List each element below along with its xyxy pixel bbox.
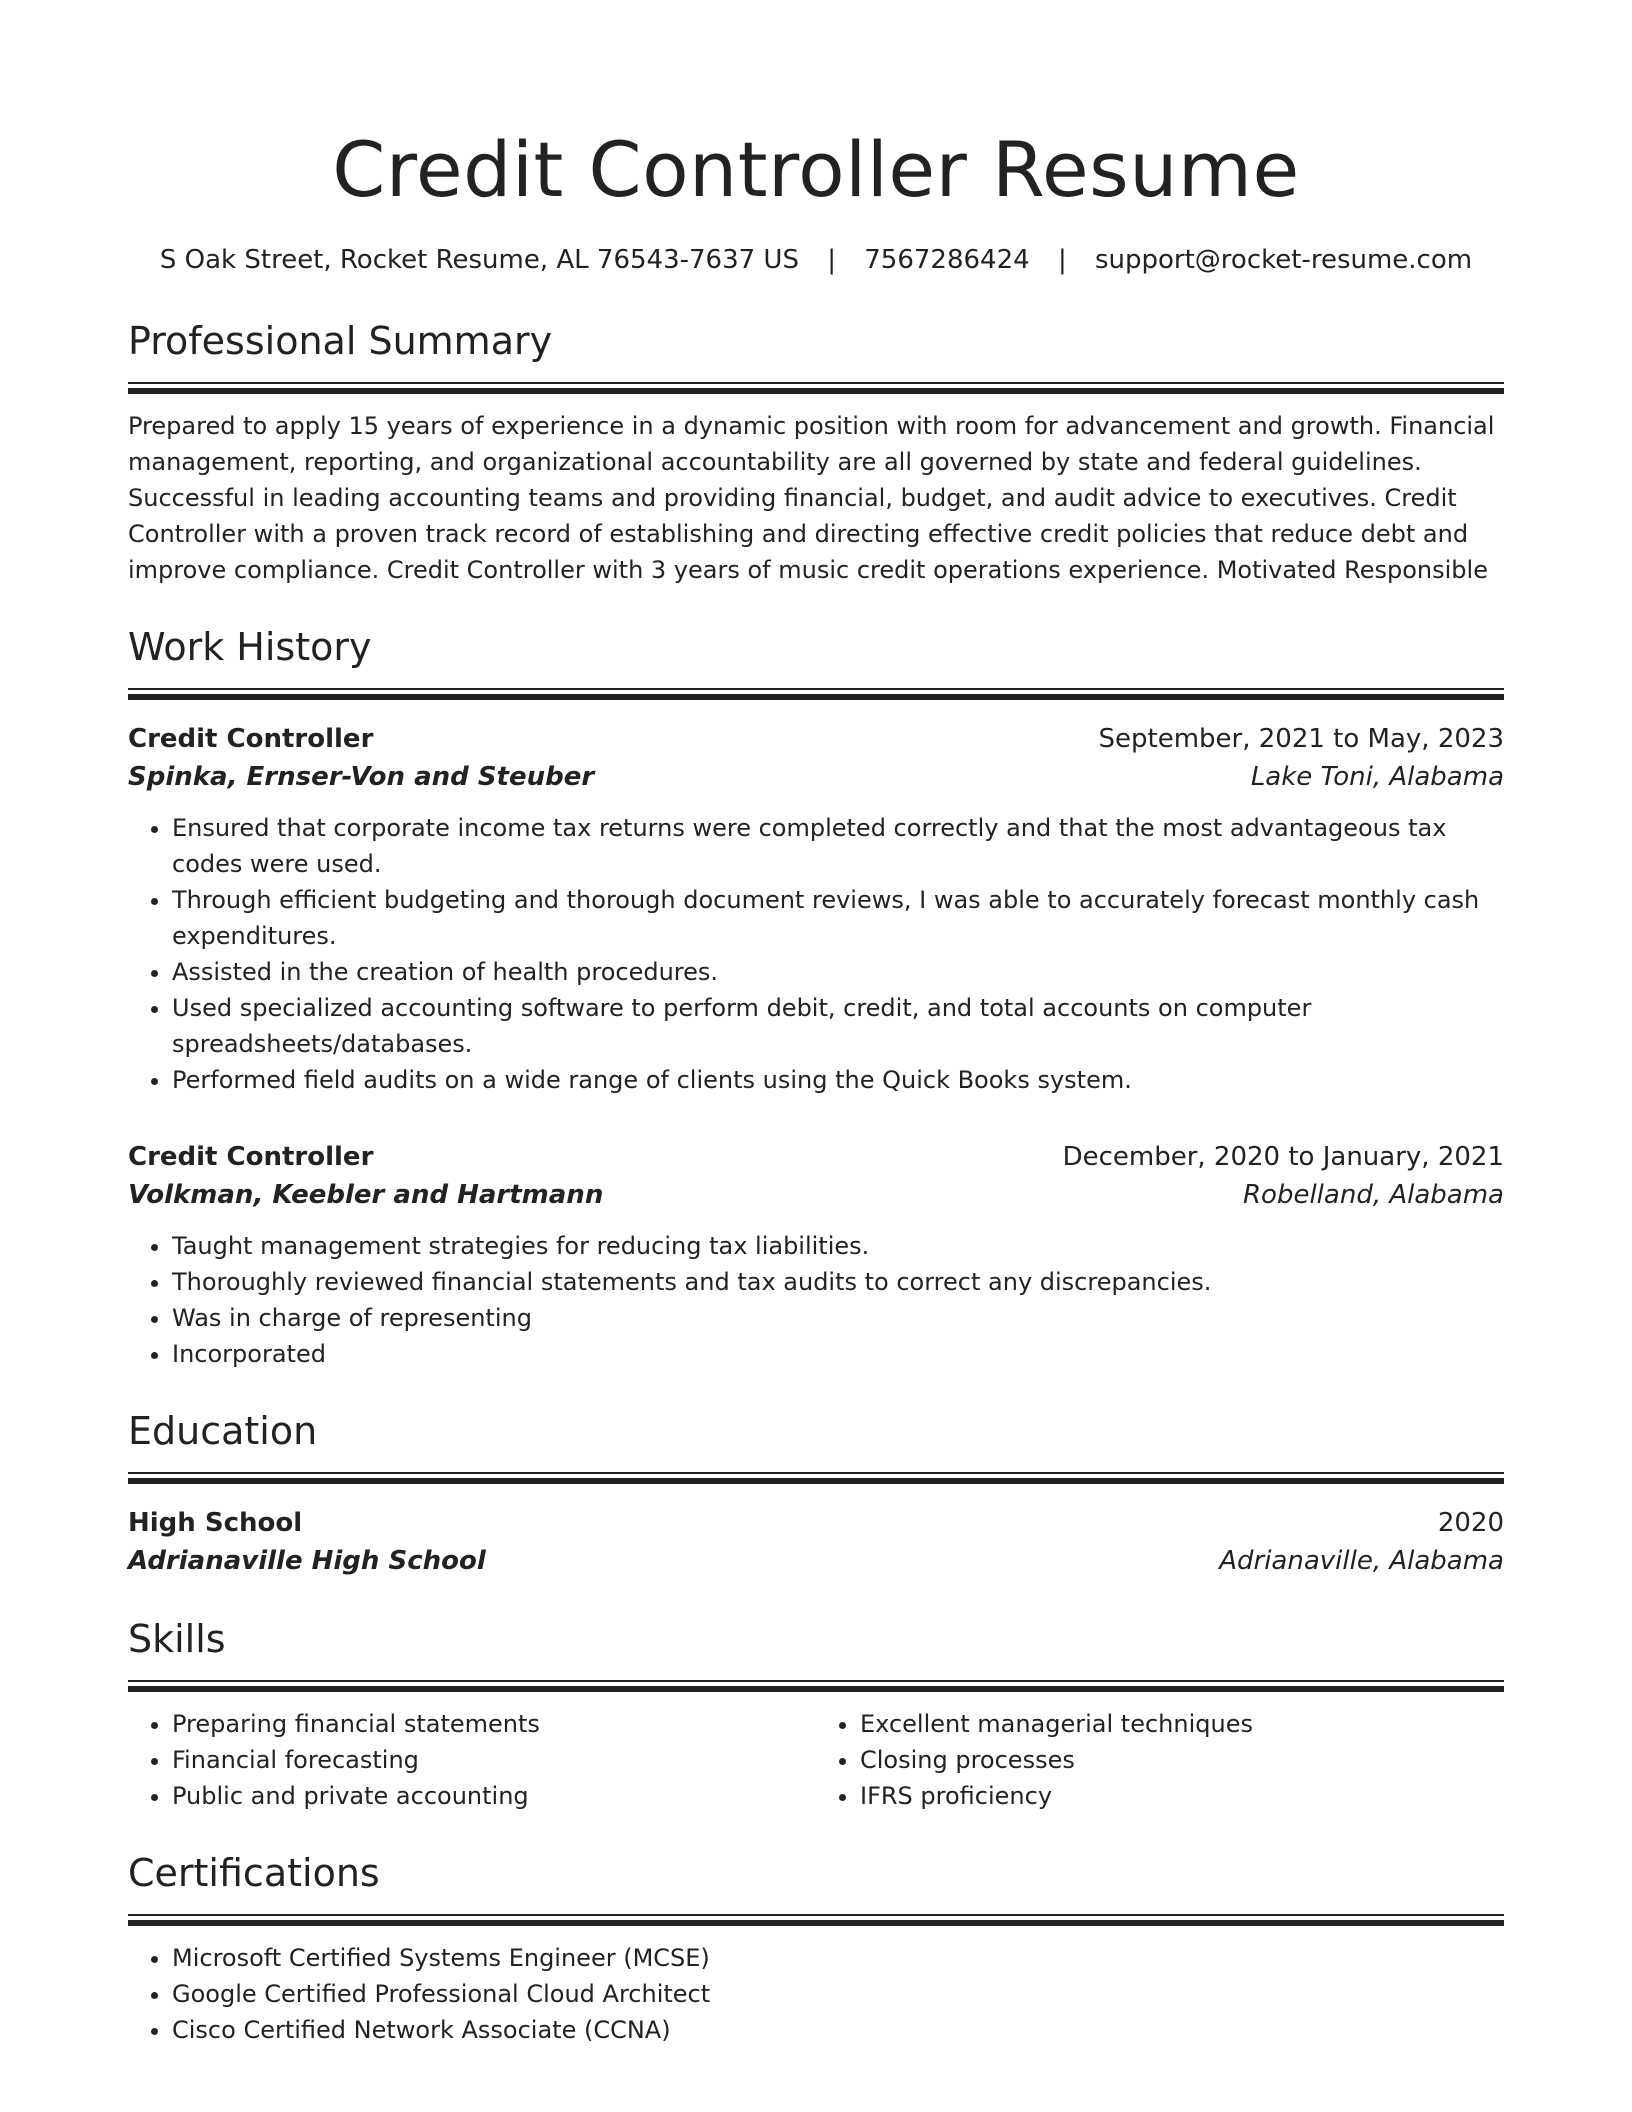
education-degree: High School: [128, 1508, 303, 1538]
job-dates: December, 2020 to January, 2021: [1062, 1142, 1504, 1172]
contact-separator: |: [827, 245, 836, 275]
job-bullet: • Performed field audits on a wide range of clients using the Quick Books system.: [172, 1062, 1504, 1098]
job-bullets: [128, 810, 1504, 1098]
certifications-section: [128, 1848, 1504, 2048]
section-divider: [128, 688, 1504, 700]
certification-item: • Microsoft Certified Systems Engineer (MCSE): [172, 1940, 1504, 1976]
education-entry: [128, 1504, 1504, 1580]
job-header-row: [128, 1138, 1504, 1176]
work-history-section: [128, 622, 1504, 1372]
summary-text: Prepared to apply 15 years of experience in a dynamic position with room for advancement and growth. Financial management, reporting, and organizational accountability are all governed by state and federal guidelines. Successful in leading accounting teams and providing financial, budget, and audit advice to executives. Credit Controller with a proven track record of establishing and directing effective credit policies that reduce debt and improve compliance. Credit Controller with 3 years of music credit operations experience. Motivated Responsible: [128, 412, 1495, 584]
job-company-row: [128, 758, 1504, 796]
contact-address: S Oak Street, Rocket Resume, AL 76543-7637 US: [159, 245, 799, 275]
skill-item: • Financial forecasting: [172, 1742, 816, 1778]
certifications-list: [128, 1940, 1504, 2048]
section-divider: [128, 1472, 1504, 1484]
job-company-row: [128, 1176, 1504, 1214]
job-location: Lake Toni, Alabama: [1250, 762, 1504, 792]
skill-item: • Public and private accounting: [172, 1778, 816, 1814]
job-bullet: • Taught management strategies for reducing tax liabilities.: [172, 1228, 1504, 1264]
contact-line: [128, 242, 1504, 278]
job-title: Credit Controller: [128, 1142, 374, 1172]
education-section: [128, 1406, 1504, 1580]
job-header-row: [128, 720, 1504, 758]
education-heading: Education: [128, 1409, 318, 1453]
job-bullet: • Through efficient budgeting and thorough document reviews, I was able to accurately forecast monthly cash expenditures.: [172, 882, 1504, 954]
contact-email: support@rocket-resume.com: [1094, 245, 1473, 275]
contact-separator: |: [1057, 245, 1067, 275]
skill-item: • IFRS proficiency: [860, 1778, 1504, 1814]
skill-item: • Closing processes: [860, 1742, 1504, 1778]
summary-section: [128, 316, 1504, 588]
section-divider: [128, 382, 1504, 394]
contact-phone: 7567286424: [864, 245, 1030, 275]
resume-title: Credit Controller Resume: [332, 125, 1300, 214]
education-year: 2020: [1437, 1508, 1504, 1538]
skill-item: • Excellent managerial techniques: [860, 1706, 1504, 1742]
job-bullet: • Assisted in the creation of health procedures.: [172, 954, 1504, 990]
certification-item: • Cisco Certified Network Associate (CCNA): [172, 2012, 1504, 2048]
education-school-row: [128, 1542, 1504, 1580]
job-location: Robelland, Alabama: [1242, 1180, 1504, 1210]
job-dates: September, 2021 to May, 2023: [1098, 724, 1504, 754]
certification-item: • Google Certified Professional Cloud Architect: [172, 1976, 1504, 2012]
job-entry: [128, 1138, 1504, 1372]
job-title: Credit Controller: [128, 724, 374, 754]
job-bullet: • Ensured that corporate income tax returns were completed correctly and that the most advantageous tax codes were used.: [172, 810, 1504, 882]
skills-section: [128, 1614, 1504, 1814]
skills-heading: Skills: [128, 1617, 226, 1661]
education-header-row: [128, 1504, 1504, 1542]
section-divider: [128, 1914, 1504, 1926]
education-location: Adrianaville, Alabama: [1219, 1546, 1504, 1576]
job-bullet: • Incorporated: [172, 1336, 1504, 1372]
work-history-heading: Work History: [128, 625, 372, 669]
summary-heading: Professional Summary: [128, 319, 553, 363]
job-bullets: [128, 1228, 1504, 1372]
job-bullet: • Was in charge of representing: [172, 1300, 1504, 1336]
skills-column-left: [128, 1706, 816, 1814]
certifications-heading: Certifications: [128, 1851, 380, 1895]
education-school: Adrianaville High School: [128, 1546, 486, 1576]
job-bullet: • Thoroughly reviewed financial statements and tax audits to correct any discrepancies.: [172, 1264, 1504, 1300]
job-bullet: • Used specialized accounting software to perform debit, credit, and total accounts on computer spreadsheets/databases.: [172, 990, 1504, 1062]
job-entry: [128, 720, 1504, 1098]
job-company: Volkman, Keebler and Hartmann: [128, 1180, 604, 1210]
job-company: Spinka, Ernser-Von and Steuber: [128, 762, 595, 792]
skills-grid: [128, 1706, 1504, 1814]
section-divider: [128, 1680, 1504, 1692]
skills-column-right: [816, 1706, 1504, 1814]
skill-item: • Preparing financial statements: [172, 1706, 816, 1742]
